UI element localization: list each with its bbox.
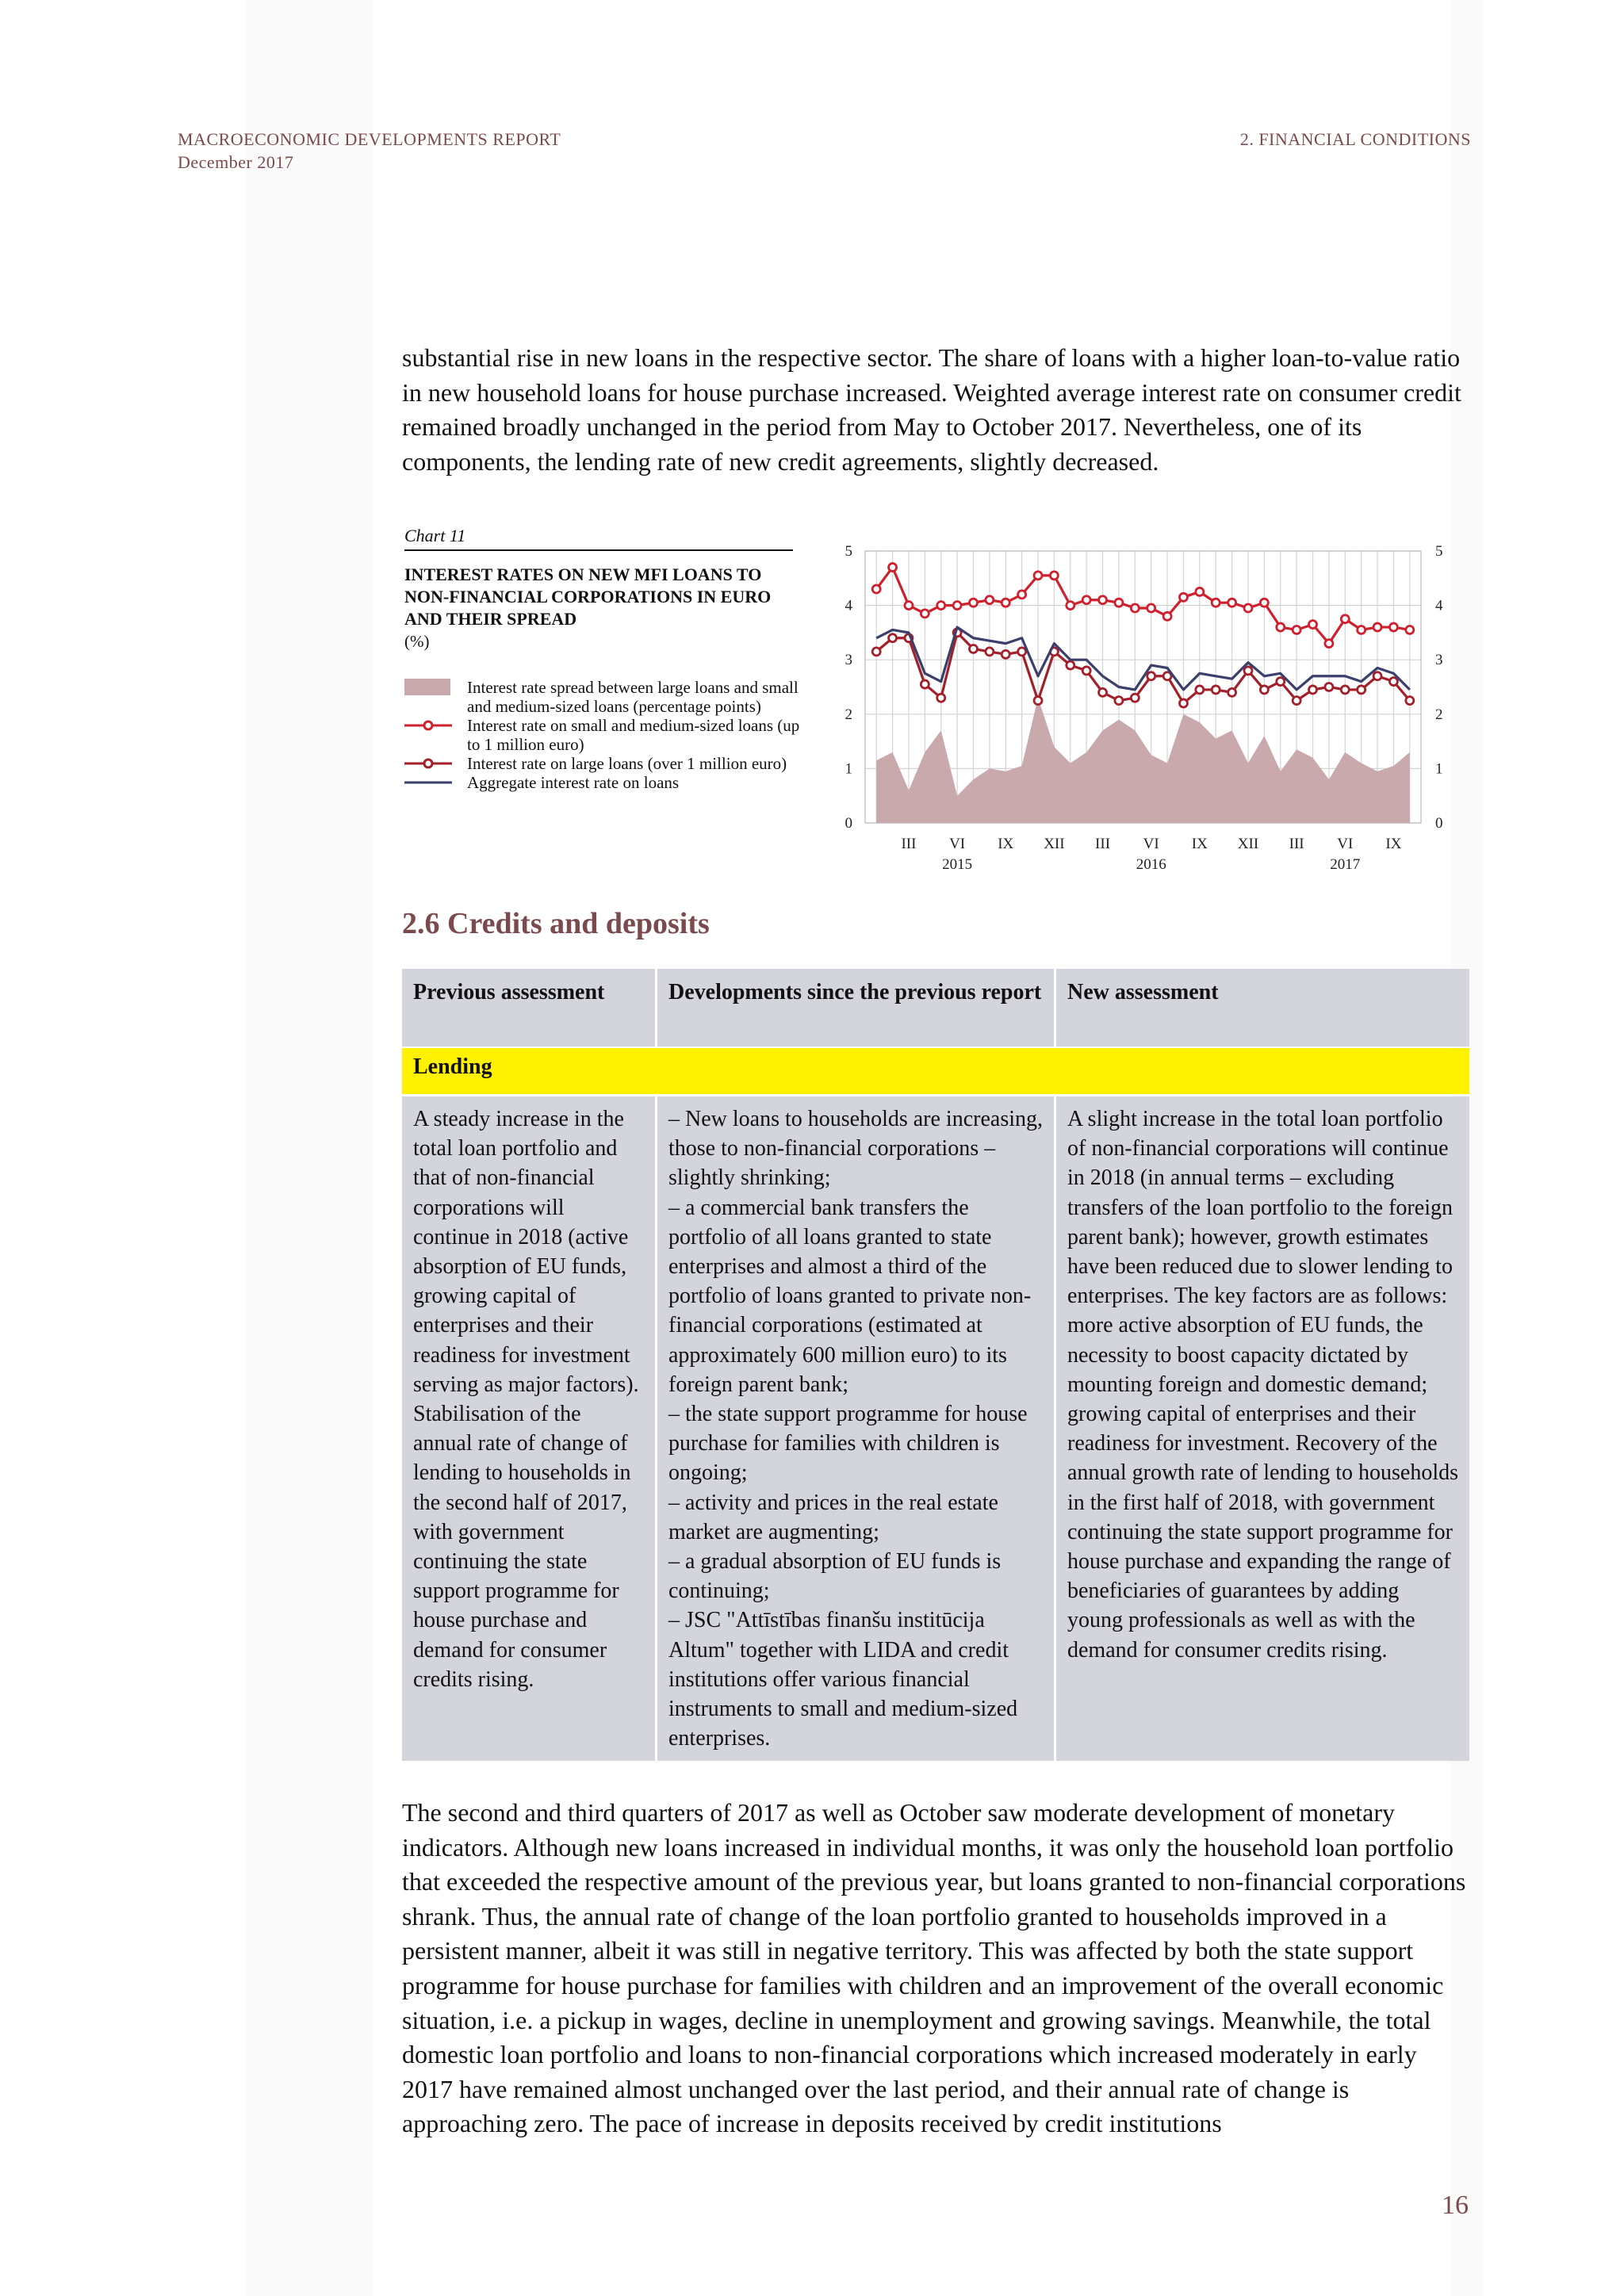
data-point [889,564,897,572]
data-point [1196,686,1204,694]
legend-swatch-line-marker [404,754,452,773]
data-point [1293,697,1300,705]
y-tick-label-right: 3 [1435,652,1443,669]
data-point [1228,599,1236,607]
data-point [1325,683,1333,691]
data-point [1358,686,1365,694]
development-item: – a gradual absorption of EU funds is continuing; [668,1549,1002,1604]
intro-paragraph: substantial rise in new loans in the respective sector. The share of loans with a higher loan-to-value ratio in new household loans for house purchase increased. Weighted average interest rate on consumer credit remained broadly unchanged in the period from May to October 2017. Nevertheless, one of its components, the lending rate of new credit agreements, slightly decreased. [402,343,1461,476]
data-point [1277,678,1285,686]
data-point [1212,686,1220,694]
chart-legend [404,678,801,792]
data-point [921,680,929,688]
y-tick-label-left: 4 [845,597,852,614]
data-point [1131,694,1139,702]
legend-swatch-line-marker [404,716,452,735]
data-point [1131,604,1139,612]
x-tick-label: III [1289,836,1304,852]
report-date: December 2017 [178,152,294,172]
x-tick-label: XII [1237,836,1259,852]
legend-label: Aggregate interest rate on loans [467,773,680,792]
development-item: – the state support programme for house purchase for families with children is ongoing; [668,1402,1028,1486]
data-point [1373,623,1381,631]
development-item: – activity and prices in the real estate market are augmenting; [668,1490,998,1544]
page-shade-left [246,0,373,2296]
closing-paragraph: The second and third quarters of 2017 as well as October saw moderate development of monetary indicators. Although new loans increased in individual months, it was only the household loan portfolio that exceeded the respective amount of the previous year, but loans granted to non-financial corporations shrank. Thus, the annual rate of change of the loan portfolio granted to households improved in a persistent manner, albeit it was still in negative territory. This was affected by both the state support programme for house purchase for families with children and an improvement of the overall economic situation, i.e. a pickup in wages, decline in unemployment and growing savings. Meanwhile, the total domestic loan portfolio and loans to non-financial corporations which increased moderately in early 2017 have remained almost unchanged over the last period, and their annual rate of change is approaching zero. The pace of increase in deposits received by credit institutions [402,1798,1466,2138]
x-tick-label: IX [1191,836,1208,852]
data-point [1099,596,1107,604]
y-tick-label-left: 2 [845,706,852,723]
data-point [1179,593,1187,601]
x-tick-label: XII [1044,836,1065,852]
series-area-spread [876,698,1410,823]
x-tick-label: VI [949,836,966,852]
legend-label: Interest rate spread between large loans and small and medium-sized loans (percentage points) [467,678,799,716]
data-point [1244,604,1252,612]
running-header-section: 2. FINANCIAL CONDITIONS [1239,129,1471,149]
page-number: 16 [1442,2191,1469,2220]
legend-item-spread [404,678,801,716]
data-point [1260,686,1268,694]
x-tick-label: IX [1385,836,1402,852]
data-point [1147,672,1155,680]
cell-new-assessment: A slight increase in the total loan portfolio of non-financial corporations will continue in 2018 (in annual terms – excluding transfers of the loan portfolio to the foreign parent bank); however, growth estimates have been reduced due to slower lending to enterprises. The key factors are as follows: more active absorption of EU funds, the necessity to boost capacity dictated by mounting foreign and domestic demand; growing capital of enterprises and their readiness for investment. Recovery of the annual growth rate of lending to households in the first half of 2018, with government continuing the state support programme for house purchase and expanding the range of beneficiaries of guarantees by adding young professionals as well as with the demand for consumer credits rising. [1056,1096,1469,1761]
data-point [1067,661,1074,669]
y-tick-label-right: 0 [1435,815,1443,832]
data-point [1082,596,1090,604]
data-point [937,602,945,610]
column-header-previous: Previous assessment [402,969,655,1047]
data-point [986,648,994,656]
development-item: – New loans to households are increasing, those to non-financial corporations – slightly shrinking; [668,1107,1043,1191]
chart-unit: (%) [404,632,430,651]
x-tick-label: IX [998,836,1014,852]
data-point [1293,626,1300,633]
data-point [1034,697,1042,705]
data-point [1277,623,1285,631]
data-point [969,645,977,652]
legend-swatch-area [404,678,452,697]
x-tick-label: III [901,836,917,852]
data-point [1099,688,1107,696]
y-tick-label-left: 0 [845,815,852,832]
data-point [937,694,945,702]
line-chart [825,539,1459,872]
x-tick-label: III [1095,836,1111,852]
data-point [1325,640,1333,648]
data-point [1309,621,1317,629]
year-label: 2016 [1136,856,1166,872]
data-point [1244,667,1252,675]
data-point [1179,699,1187,707]
y-tick-label-right: 5 [1435,543,1443,560]
data-point [1018,648,1026,656]
legend-item-large-rate [404,754,801,773]
legend-item-sme-rate [404,716,801,754]
table-row [402,1096,1469,1761]
data-point [1358,626,1365,633]
data-point [1389,678,1397,686]
data-point [969,599,977,607]
x-tick-label: VI [1337,836,1354,852]
data-point [1406,697,1414,705]
chart-label: Chart 11 [404,526,466,545]
chart-title: INTEREST RATES ON NEW MFI LOANS TO NON-FINANCIAL CORPORATIONS IN EURO AND THEIR SPREAD [404,564,772,629]
column-header-new: New assessment [1056,969,1469,1047]
table-group-lending: Lending [402,1048,1469,1094]
data-point [953,602,961,610]
report-title: MACROECONOMIC DEVELOPMENTS REPORT [178,129,561,149]
data-point [1260,599,1268,607]
year-label: 2017 [1330,856,1361,872]
legend-label: Interest rate on large loans (over 1 million euro) [467,754,787,773]
data-point [1163,612,1171,620]
data-point [1018,591,1026,599]
chart-title-rule [404,549,793,551]
y-tick-label-left: 3 [845,652,852,669]
data-point [1082,667,1090,675]
cell-previous-assessment: A steady increase in the total loan portfolio and that of non-financial corporations will continue in 2018 (active absorption of EU funds, growing capital of enterprises and their readiness for investment serving as major factors). Stabilisation of the annual rate of change of lending to households in the second half of 2017, with government continuing the state support programme for house purchase and demand for consumer credits rising. [402,1096,655,1761]
y-tick-label-left: 5 [845,543,852,560]
data-point [1309,686,1317,694]
legend-label: Interest rate on small and medium-sized loans (up to 1 million euro) [467,716,800,754]
data-point [986,596,994,604]
data-point [1115,599,1123,607]
data-point [889,634,897,642]
data-point [1406,626,1414,633]
data-point [1389,623,1397,631]
data-point [1002,650,1009,658]
y-tick-label-left: 1 [845,760,852,778]
section-title: 2.6 Credits and deposits [402,907,710,940]
data-point [872,648,880,656]
data-point [1341,686,1349,694]
table-header-row [402,969,1469,1047]
y-tick-label-right: 4 [1435,597,1443,614]
data-point [1212,599,1220,607]
running-header-left [178,128,561,174]
y-tick-label-right: 2 [1435,706,1443,723]
data-point [1050,572,1058,580]
data-point [1115,697,1123,705]
year-label: 2015 [942,856,973,872]
data-point [1341,615,1349,623]
cell-developments [657,1096,1054,1761]
development-item: – a commercial bank transfers the portfolio of all loans granted to state enterprises and almost a third of the portfolio of loans granted to private non-financial corporations (estimated at approximately 600 million euro) to its foreign parent bank; [668,1195,1032,1397]
data-point [1034,572,1042,580]
data-point [1373,672,1381,680]
data-point [1002,599,1009,607]
data-point [905,602,913,610]
data-point [1228,688,1236,696]
development-item: – JSC "Attīstības finanšu institūcija Altum" together with LIDA and credit institutions offer various financial instruments to small and medium-sized enterprises. [668,1608,1018,1751]
legend-item-aggregate-rate [404,773,801,792]
data-point [1067,602,1074,610]
data-point [1196,587,1204,595]
assessment-table [402,969,1469,1761]
column-header-developments: Developments since the previous report [657,969,1054,1047]
data-point [1147,604,1155,612]
data-point [921,610,929,618]
legend-swatch-line [404,773,452,792]
data-point [872,585,880,593]
x-tick-label: VI [1143,836,1159,852]
y-tick-label-right: 1 [1435,760,1443,778]
